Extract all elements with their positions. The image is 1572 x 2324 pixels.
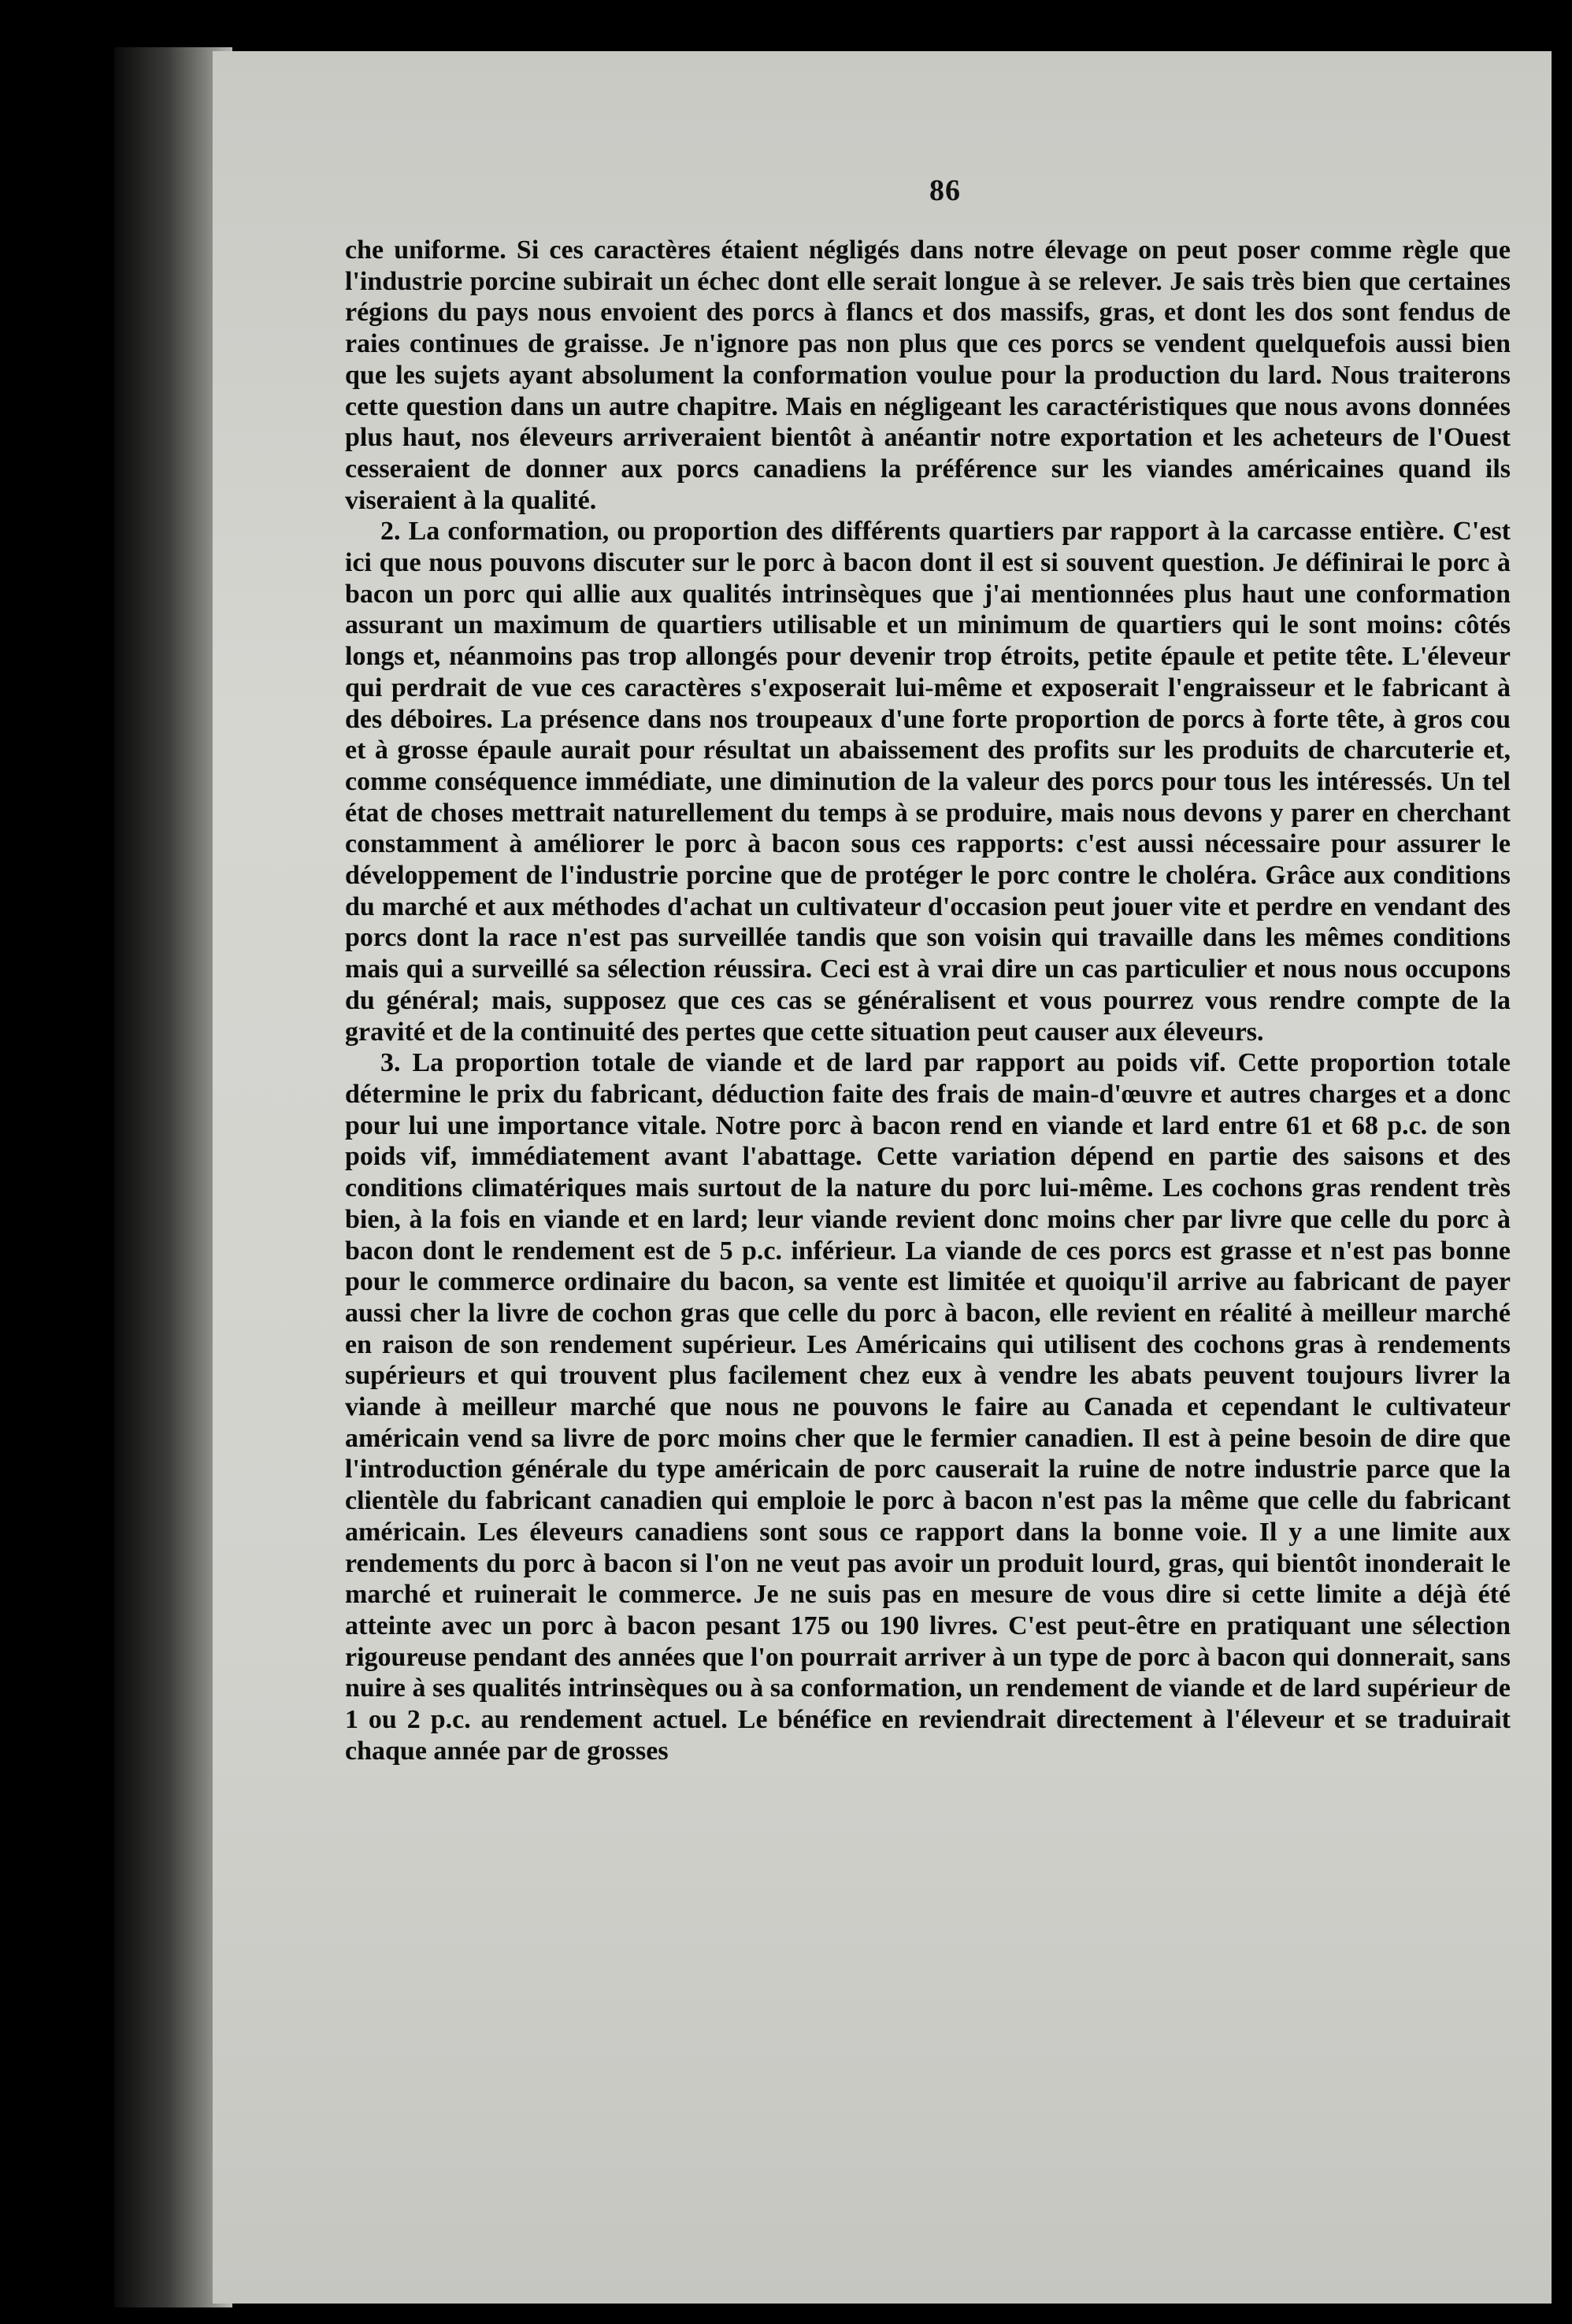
page-body: [345, 235, 1511, 1766]
paragraph-1: che uniforme. Si ces caractères étaient négligés dans notre élevage on peut poser comme règle que l'industrie porcine subirait un échec dont elle serait longue à se relever. Je sais très bien que certaines régions du pays nous envoient des porcs à flancs et dos massifs, gras, et dont les dos sont fendus de raies continues de graisse. Je n'ignore pas non plus que ces porcs se vendent quelquefois aussi bien que les sujets ayant absolument la conformation voulue pour la production du lard. Nous traiterons cette question dans un autre chapitre. Mais en négligeant les caractéristiques que nous avons données plus haut, nos éleveurs arriveraient bientôt à anéantir notre exportation et les acheteurs de l'Ouest cesseraient de donner aux porcs canadiens la préférence sur les viandes américaines quand ils viseraient à la qualité.: [345, 235, 1511, 515]
paragraph-2: 2. La conformation, ou proportion des différents quartiers par rapport à la carcasse entière. C'est ici que nous pouvons discuter sur le porc à bacon dont il est si souvent question. Je définirai le porc à bacon un porc qui allie aux qualités intrinsèques que j'ai mentionnées plus haut une conformation assurant un maximum de quartiers utilisable et un minimum de quartiers qui le sont moins: côtés longs et, néanmoins pas trop allongés pour devenir trop étroits, petite épaule et petite tête. L'éleveur qui perdrait de vue ces caractères s'exposerait lui-même et exposerait l'engraisseur et le fabricant à des déboires. La présence dans nos troupeaux d'une forte proportion de porcs à forte tête, à gros cou et à grosse épaule aurait pour résultat un abaissement des profits sur les produits de charcuterie et, comme conséquence immédiate, une diminution de la valeur des porcs pour tous les intéressés. Un tel état de choses mettrait naturellement du temps à se produire, mais nous devons y parer en cherchant constamment à améliorer le porc à bacon sous ces rapports: c'est aussi nécessaire pour assurer le développement de l'industrie porcine que de protéger le porc contre le choléra. Grâce aux conditions du marché et aux méthodes d'achat un cultivateur d'occasion peut jouer vite et perdre en vendant des porcs dont la race n'est pas surveillée tandis que son voisin qui travaille dans les mêmes conditions mais qui a surveillé sa sélection réussira. Ceci est à vrai dire un cas particulier et nous nous occupons du général; mais, supposez que ces cas se généralisent et vous pourrez vous rendre compte de la gravité et de la continuité des pertes que cette situation peut causer aux éleveurs.: [345, 517, 1511, 1047]
page-number: 86: [929, 174, 961, 207]
paragraph-3: 3. La proportion totale de viande et de lard par rapport au poids vif. Cette proportion totale détermine le prix du fabricant, déduction faite des frais de main-d'œuvre et autres charges et a donc pour lui une importance vitale. Notre porc à bacon rend en viande et lard entre 61 et 68 p.c. de son poids vif, immédiatement avant l'abattage. Cette variation dépend en partie des saisons et des conditions climatériques mais surtout de la nature du porc lui-même. Les cochons gras rendent très bien, à la fois en viande et en lard; leur viande revient donc moins cher par livre que celle du porc à bacon dont le rendement est de 5 p.c. inférieur. La viande de ces porcs est grasse et n'est pas bonne pour le commerce ordinaire du bacon, sa vente est limitée et quoiqu'il arrive au fabricant de payer aussi cher la livre de cochon gras que celle du porc à bacon, elle revient en réalité à meilleur marché en raison de son rendement supérieur. Les Américains qui utilisent des cochons gras à rendements supérieurs et qui trouvent plus facilement chez eux à vendre les abats peuvent toujours livrer la viande à meilleur marché que nous ne pouvons le faire au Canada et cependant le cultivateur américain vend sa livre de porc moins cher que le fermier canadien. Il est à peine besoin de dire que l'introduction générale du type américain de porc causerait la ruine de notre industrie parce que la clientèle du fabricant canadien qui emploie le porc à bacon n'est pas la même que celle du fabricant américain. Les éleveurs canadiens sont sous ce rapport dans la bonne voie. Il y a une limite aux rendements du porc à bacon si l'on ne veut pas avoir un produit lourd, gras, qui bientôt inonderait le marché et ruinerait le commerce. Je ne suis pas en mesure de vous dire si cette limite a déjà été atteinte avec un porc à bacon pesant 175 ou 190 livres. C'est peut-être en pratiquant une sélection rigoureuse pendant des années que l'on pourrait arriver à un type de porc à bacon qui donnerait, sans nuire à ses qualités intrinsèques ou à sa conformation, un rendement de viande et de lard supérieur de 1 ou 2 p.c. au rendement actuel. Le bénéfice en reviendrait directement à l'éleveur et se traduirait chaque année par de grosses: [345, 1048, 1511, 1766]
